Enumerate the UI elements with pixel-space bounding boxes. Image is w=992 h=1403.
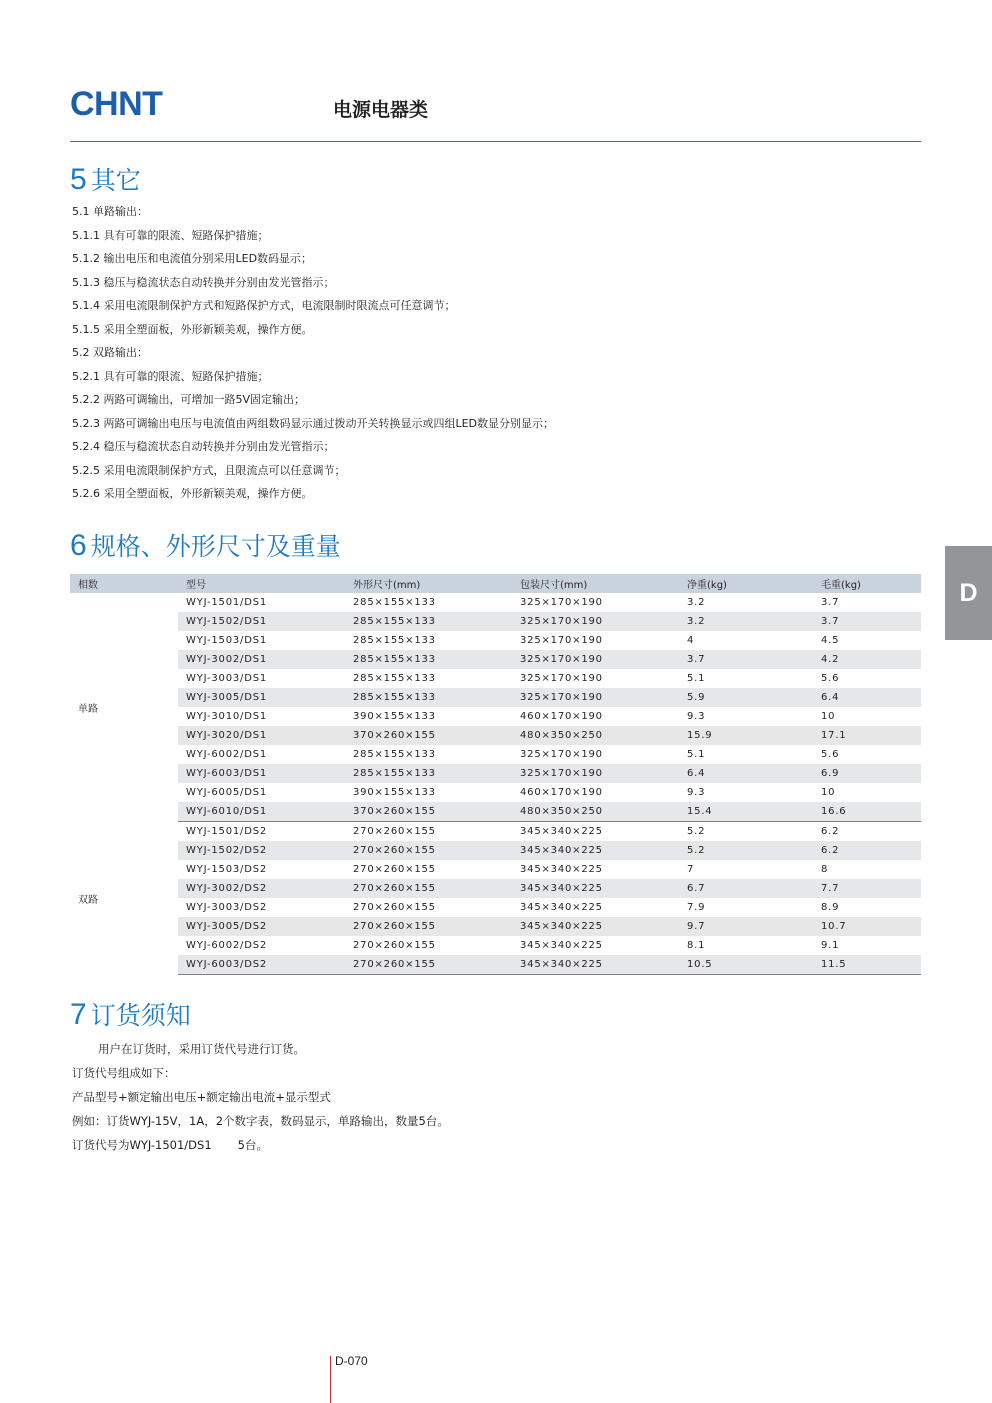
section-7-number: 7	[70, 998, 87, 1031]
table-row	[70, 688, 921, 707]
table-cell: 270×260×155	[345, 841, 512, 860]
section-5-number: 5	[70, 163, 87, 196]
table-cell: WYJ-6002/DS1	[186, 749, 268, 760]
table-cell: 3.7	[813, 612, 921, 631]
table-row	[70, 802, 921, 822]
list-item: 5.1.1 具有可靠的限流、短路保护措施；	[72, 228, 269, 242]
list-item: 5.1 单路输出：	[72, 205, 148, 218]
table-cell: 17.1	[813, 726, 921, 745]
table-cell: 325×170×190	[512, 650, 679, 669]
table-row	[70, 612, 921, 631]
list-item: 5.1.4 采用电流限制保护方式和短路保护方式，电流限制时限流点可任意调节；	[72, 299, 456, 312]
table-cell: WYJ-3020/DS1	[178, 726, 345, 745]
table-cell: 270×260×155	[353, 940, 436, 951]
table-cell: 5.6	[821, 749, 840, 760]
list-item: 5.2.2 两路可调输出，可增加一路5V固定输出；	[72, 393, 306, 406]
column-header: 包装尺寸(mm)	[512, 574, 679, 593]
table-cell: WYJ-6003/DS2	[178, 955, 345, 975]
table-cell: WYJ-3010/DS1	[186, 711, 268, 722]
table-cell: 285×155×133	[345, 688, 512, 707]
list-item: 5.2 双路输出：	[72, 346, 148, 359]
spec-table-header	[70, 574, 921, 593]
table-cell: WYJ-6010/DS1	[178, 802, 345, 822]
footer-divider	[330, 1356, 331, 1403]
page-number: D-070	[335, 1354, 368, 1368]
table-cell: 7.9	[687, 902, 706, 913]
table-cell: 8	[821, 864, 829, 875]
table-cell: WYJ-6002/DS2	[186, 940, 268, 951]
table-row	[70, 917, 921, 936]
table-cell: 345×340×225	[520, 940, 603, 951]
list-item: 5.2.4 稳压与稳流状态自动转换并分别由发光管指示；	[72, 440, 335, 453]
list-item: 5.1.5 采用全塑面板，外形新颖美观，操作方便。	[72, 322, 313, 336]
table-cell: WYJ-3002/DS2	[178, 879, 345, 898]
table-cell: 9.3	[687, 787, 706, 798]
table-cell: WYJ-1503/DS2	[186, 864, 268, 875]
table-cell: WYJ-3005/DS1	[178, 688, 345, 707]
table-cell: WYJ-1501/DS1	[186, 597, 268, 608]
table-row	[70, 631, 921, 650]
table-cell: 325×170×190	[520, 749, 603, 760]
table-cell: 8.1	[687, 940, 706, 951]
table-cell: 325×170×190	[520, 635, 603, 646]
table-cell: 270×260×155	[353, 902, 436, 913]
ordering-notes	[72, 1037, 449, 1157]
table-cell: 7	[687, 864, 695, 875]
section-7-heading	[70, 999, 191, 1032]
section-6-heading	[70, 530, 341, 563]
table-cell: 370×260×155	[345, 802, 512, 822]
table-cell: 5.2	[687, 826, 706, 837]
table-row	[70, 745, 921, 764]
table-cell: 4.2	[813, 650, 921, 669]
table-row	[70, 841, 921, 860]
table-cell: 3.2	[679, 612, 813, 631]
table-row	[70, 936, 921, 955]
table-cell: 5.1	[687, 749, 706, 760]
list-item: 5.1.3 稳压与稳流状态自动转换并分别由发光管指示；	[72, 275, 335, 289]
table-cell: 9.7	[679, 917, 813, 936]
table-cell: 285×155×133	[353, 597, 436, 608]
table-cell: 6.2	[821, 826, 840, 837]
order-quantity: 5台。	[237, 1138, 268, 1152]
table-cell: 390×155×133	[353, 711, 436, 722]
phase-cell: 单路	[70, 593, 178, 822]
table-cell: 6.4	[679, 764, 813, 783]
table-cell: 3.2	[687, 597, 706, 608]
table-cell: 345×340×225	[520, 902, 603, 913]
table-cell: WYJ-1502/DS2	[178, 841, 345, 860]
table-cell: 285×155×133	[345, 612, 512, 631]
table-cell: 3.7	[679, 650, 813, 669]
list-item: 5.2.6 采用全塑面板，外形新颖美观，操作方便。	[72, 487, 313, 500]
table-cell: 285×155×133	[353, 635, 436, 646]
table-cell: 7.7	[813, 879, 921, 898]
table-row	[70, 783, 921, 802]
list-item: 5.2.5 采用电流限制保护方式，且限流点可以任意调节；	[72, 463, 346, 477]
table-cell: WYJ-6003/DS1	[178, 764, 345, 783]
table-cell: WYJ-1501/DS2	[186, 826, 268, 837]
table-cell: 345×340×225	[520, 864, 603, 875]
phase-cell: 双路	[70, 822, 178, 975]
table-cell: 270×260×155	[345, 917, 512, 936]
order-line: 例如：订货WYJ-15V，1A，2个数字表，数码显示，单路输出，数量5台。	[72, 1114, 449, 1128]
table-cell: 345×340×225	[512, 917, 679, 936]
column-header: 净重(kg)	[679, 574, 813, 593]
table-cell: 270×260×155	[353, 826, 436, 837]
table-cell: WYJ-3003/DS1	[186, 673, 268, 684]
table-cell: 325×170×190	[512, 764, 679, 783]
table-cell: 15.4	[679, 802, 813, 822]
section-5-title: 其它	[90, 166, 141, 195]
section-5-heading	[70, 164, 141, 197]
table-cell: 285×155×133	[353, 673, 436, 684]
table-cell: 285×155×133	[345, 650, 512, 669]
table-cell: 11.5	[813, 955, 921, 975]
table-cell: 270×260×155	[353, 864, 436, 875]
section-tab-d: D	[945, 546, 992, 640]
table-cell: 6.7	[679, 879, 813, 898]
table-cell: 345×340×225	[520, 826, 603, 837]
table-cell: WYJ-6005/DS1	[186, 787, 268, 798]
order-line: 订货代号组成如下：	[72, 1066, 176, 1080]
table-cell: 4	[687, 635, 695, 646]
table-cell: 460×170×190	[520, 711, 603, 722]
table-cell: 6.9	[813, 764, 921, 783]
order-line: 用户在订货时，采用订货代号进行订货。	[98, 1042, 305, 1056]
table-cell: 270×260×155	[345, 879, 512, 898]
table-cell: WYJ-3003/DS2	[186, 902, 268, 913]
table-cell: 9.1	[821, 940, 840, 951]
table-cell: 480×350×250	[512, 802, 679, 822]
table-cell: 4.5	[821, 635, 840, 646]
spec-table	[70, 574, 921, 975]
table-cell: 325×170×190	[520, 673, 603, 684]
table-cell: 325×170×190	[520, 597, 603, 608]
table-cell: 325×170×190	[512, 612, 679, 631]
section-6-title: 规格、外形尺寸及重量	[90, 532, 341, 561]
table-row	[70, 593, 921, 612]
table-row	[70, 822, 921, 842]
table-cell: 460×170×190	[520, 787, 603, 798]
table-cell: WYJ-1503/DS1	[186, 635, 268, 646]
table-cell: 15.9	[679, 726, 813, 745]
table-cell: WYJ-3005/DS2	[178, 917, 345, 936]
section-6-number: 6	[70, 529, 87, 562]
table-cell: 480×350×250	[512, 726, 679, 745]
table-cell: 345×340×225	[512, 841, 679, 860]
table-cell: 9.3	[687, 711, 706, 722]
list-item: 5.1.2 输出电压和电流值分别采用LED数码显示；	[72, 252, 313, 265]
table-cell: 10.7	[813, 917, 921, 936]
table-cell: 5.6	[821, 673, 840, 684]
page-category: 电源电器类	[333, 99, 429, 121]
table-cell: 5.1	[687, 673, 706, 684]
table-row	[70, 879, 921, 898]
table-cell: 325×170×190	[512, 688, 679, 707]
table-cell: 10	[821, 787, 836, 798]
table-cell: 390×155×133	[353, 787, 436, 798]
table-cell: 6.2	[813, 841, 921, 860]
table-row	[70, 669, 921, 688]
chnt-logo: CHNT	[70, 85, 163, 123]
table-cell: 285×155×133	[345, 764, 512, 783]
table-row	[70, 726, 921, 745]
table-cell: 8.9	[821, 902, 840, 913]
table-row	[70, 955, 921, 975]
table-row	[70, 650, 921, 669]
table-cell: 5.9	[679, 688, 813, 707]
column-header: 相数	[70, 574, 178, 593]
section-7-title: 订货须知	[90, 1001, 191, 1030]
table-row	[70, 898, 921, 917]
column-header: 型号	[178, 574, 345, 593]
table-cell: 16.6	[813, 802, 921, 822]
column-header: 毛重(kg)	[813, 574, 921, 593]
table-row	[70, 860, 921, 879]
order-line: 产品型号+额定输出电压+额定输出电流+显示型式	[72, 1090, 331, 1104]
list-item: 5.2.1 具有可靠的限流、短路保护措施；	[72, 369, 269, 383]
table-cell: 3.7	[821, 597, 840, 608]
order-code: 订货代号为WYJ-1501/DS1	[72, 1138, 212, 1152]
table-cell: 285×155×133	[353, 749, 436, 760]
table-row	[70, 707, 921, 726]
table-cell: 370×260×155	[345, 726, 512, 745]
list-item: 5.2.3 两路可调输出电压与电流值由两组数码显示通过拨动开关转换显示或四组LED数显分别显示；	[72, 416, 555, 430]
section-5-list	[72, 200, 554, 506]
table-cell: 345×340×225	[512, 879, 679, 898]
order-line-example	[72, 1133, 449, 1157]
table-cell: 345×340×225	[512, 955, 679, 975]
column-header: 外形尺寸(mm)	[345, 574, 512, 593]
table-cell: WYJ-1502/DS1	[178, 612, 345, 631]
table-cell: 10.5	[679, 955, 813, 975]
table-cell: 6.4	[813, 688, 921, 707]
table-row	[70, 764, 921, 783]
table-cell: WYJ-3002/DS1	[178, 650, 345, 669]
header-divider	[70, 141, 921, 142]
table-cell: 10	[821, 711, 836, 722]
table-cell: 5.2	[679, 841, 813, 860]
table-cell: 270×260×155	[345, 955, 512, 975]
